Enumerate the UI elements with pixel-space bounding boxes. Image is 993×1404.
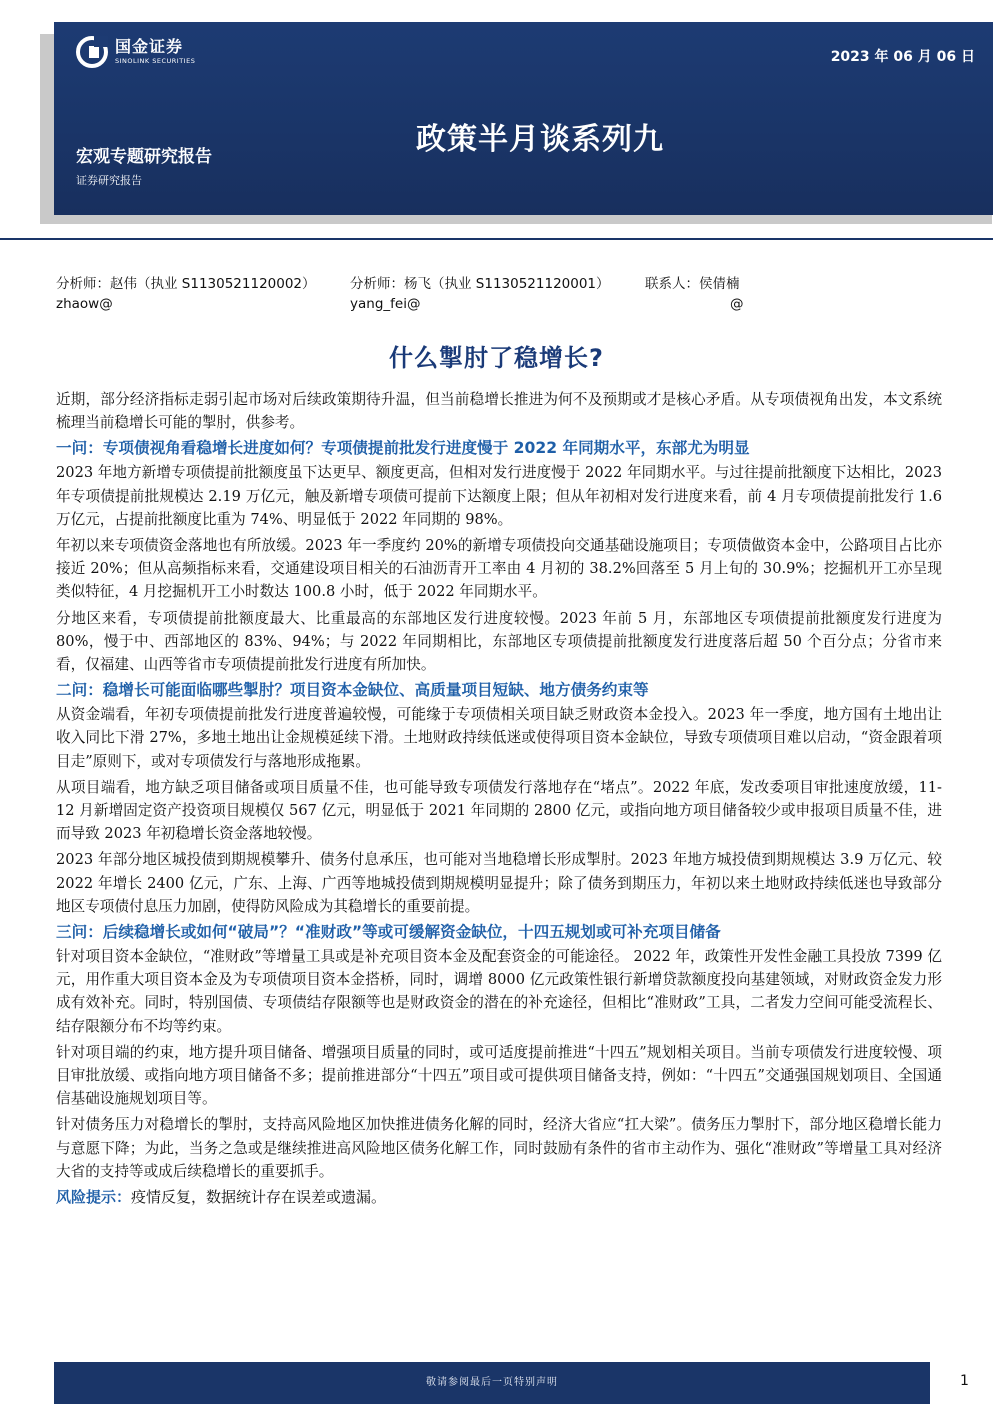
footer-disclaimer: 敬请参阅最后一页特别声明 xyxy=(54,1362,930,1404)
analyst-1-email[interactable]: zhaow@ xyxy=(56,296,113,312)
report-date: 2023 年 06 月 06 日 xyxy=(830,49,975,65)
risk-label: 风险提示： xyxy=(56,1188,132,1207)
main-title: 什么掣肘了稳增长? xyxy=(389,344,604,372)
logo-name-en: SINOLINK SECURITIES xyxy=(115,57,196,66)
section-2-paragraph-3: 2023 年部分地区城投债到期规模攀升、债务付息承压，也可能对当地稳增长形成掣肘。2023 年地方城投债到期规模达 3.9 万亿元、较 2022 年增长 2400 亿元，广东、上海、广西等地城投债到期规模明显提升；除了债务到期压力，年初以来土地财政持续低迷也导致部分地区专项债付息压力加剧，使得防风险成为其稳增长的重要前提。 xyxy=(56,851,942,915)
section-heading-3: 三问：后续稳增长或如何“破局”？“准财政”等或可缓解资金缺位，十四五规划或可补充项目储备 xyxy=(56,923,721,942)
contact-email[interactable]: @ xyxy=(730,296,744,312)
header-divider xyxy=(0,238,993,240)
intro-paragraph: 近期，部分经济指标走弱引起市场对后续政策期待升温，但当前稳增长推进为何不及预期或才是核心矛盾。从专项债视角出发，本文系统梳理当前稳增长可能的掣肘，供参考。 xyxy=(56,391,942,432)
report-body xyxy=(56,388,942,1209)
section-1-paragraph-1: 2023 年地方新增专项债提前批额度虽下达更早、额度更高，但相对发行进度慢于 2022 年同期水平。与过往提前批额度下达相比，2023 年专项债提前批规模达 2.19 万亿元，触及新增专项债可提前下达额度上限；但从年初相对发行进度来看，前 4 月专项债提前批发行 1.6 万亿元，占提前批额度比重为 74%、明显低于 2022 年同期的 98%。 xyxy=(56,464,942,528)
section-heading-1: 一问：专项债视角看稳增长进度如何？专项债提前批发行进度慢于 2022 年同期水平，东部尤为明显 xyxy=(56,439,750,458)
report-type: 宏观专题研究报告 xyxy=(76,147,212,167)
section-1-paragraph-3: 分地区来看，专项债提前批额度最大、比重最高的东部地区发行进度较慢。2023 年前 5 月，东部地区专项债提前批额度发行进度为 80%，慢于中、西部地区的 83%、94%；与 2022 年同期相比，东部地区专项债提前批额度发行进度落后超 50 个百分点；分省市来看，仅福建、山西等省市专项债提前批发行进度有所加快。 xyxy=(56,609,942,674)
page-number: 1 xyxy=(960,1373,969,1389)
report-subtype: 证券研究报告 xyxy=(76,174,142,187)
analyst-2-email[interactable]: yang_fei@ xyxy=(350,296,421,312)
logo-mark-icon xyxy=(76,36,108,68)
section-2-paragraph-1: 从资金端看，年初专项债提前批发行进度普遍较慢，可能缘于专项债相关项目缺乏财政资本金投入。2023 年一季度，地方国有土地出让收入同比下滑 27%，多地土地出让金规模延续下滑。土地财政持续低迷或使得项目资本金缺位，导致专项债项目难以启动，“资金跟着项目走”原则下，或对专项债发行与落地形成拖累。 xyxy=(56,706,942,770)
section-2-paragraph-2: 从项目端看，地方缺乏项目储备或项目质量不佳，也可能导致专项债发行落地存在“堵点”。2022 年底，发改委项目审批速度放缓，11-12 月新增固定资产投资项目规模仅 567 亿元，明显低于 2021 年同期的 2800 亿元，或指向地方项目储备较少或申报项目质量不佳，进而导致 2023 年初稳增长资金落地较慢。 xyxy=(56,778,942,843)
contact-title: 联系人：侯倩楠 xyxy=(645,276,740,292)
section-3-paragraph-2: 针对项目端的约束，地方提升项目储备、增强项目质量的同时，或可适度提前推进“十四五”规划相关项目。当前专项债发行进度较慢、项目审批放缓、或指向地方项目储备不多；提前推进部分“十四五”项目或可提供项目储备支持，例如：“十四五”交通强国规划项目、全国通信基础设施规划项目等。 xyxy=(56,1043,942,1108)
series-title: 政策半月谈系列九 xyxy=(416,122,664,157)
section-heading-2: 二问：稳增长可能面临哪些掣肘？项目资本金缺位、高质量项目短缺、地方债务约束等 xyxy=(56,681,649,700)
section-1-paragraph-2: 年初以来专项债资金落地也有所放缓。2023 年一季度约 20%的新增专项债投向交通基础设施项目；专项债做资本金中，公路项目占比亦接近 20%；但从高频指标来看，交通建设项目相关的石油沥青开工率由 4 月初的 38.2%回落至 5 月上旬的 30.9%；挖掘机开工亦呈现类似特征，4 月挖掘机开工小时数达 100.8 小时，低于 2022 年同期水平。 xyxy=(56,537,942,601)
section-3-paragraph-3: 针对债务压力对稳增长的掣肘，支持高风险地区加快推进债务化解的同时，经济大省应“扛大梁”。债务压力掣肘下，部分地区稳增长能力与意愿下降；为此，当务之急或是继续推进高风险地区债务化解工作，同时鼓励有条件的省市主动作为、强化“准财政”等增量工具对经济大省的支持等或成后续稳增长的重要抓手。 xyxy=(56,1116,942,1180)
risk-warning xyxy=(56,1186,942,1209)
analyst-1-title: 分析师：赵伟（执业 S1130521120002） xyxy=(56,276,316,292)
analyst-2-title: 分析师：杨飞（执业 S1130521120001） xyxy=(350,276,610,292)
company-logo xyxy=(76,36,195,68)
risk-text: 疫情反复，数据统计存在误差或遗漏。 xyxy=(131,1188,387,1207)
header-banner xyxy=(54,22,993,215)
section-3-paragraph-1: 针对项目资本金缺位，“准财政”等增量工具或是补充项目资本金及配套资金的可能途径。 2022 年，政策性开发性金融工具投放 7399 亿元，用作重大项目资本金及为专项债项目资本金搭桥，同时，调增 8000 亿元政策性银行新增贷款额度投向基建领域，对财政资金发力形成有效补充。同时，特别国债、专项债结存限额等也是财政资金的潜在的补充途径，但相比“准财政”工具，二者发力空间可能受流程长、结存限额分布不均等约束。 xyxy=(56,948,942,1035)
logo-name-cn: 国金证券 xyxy=(115,37,184,57)
